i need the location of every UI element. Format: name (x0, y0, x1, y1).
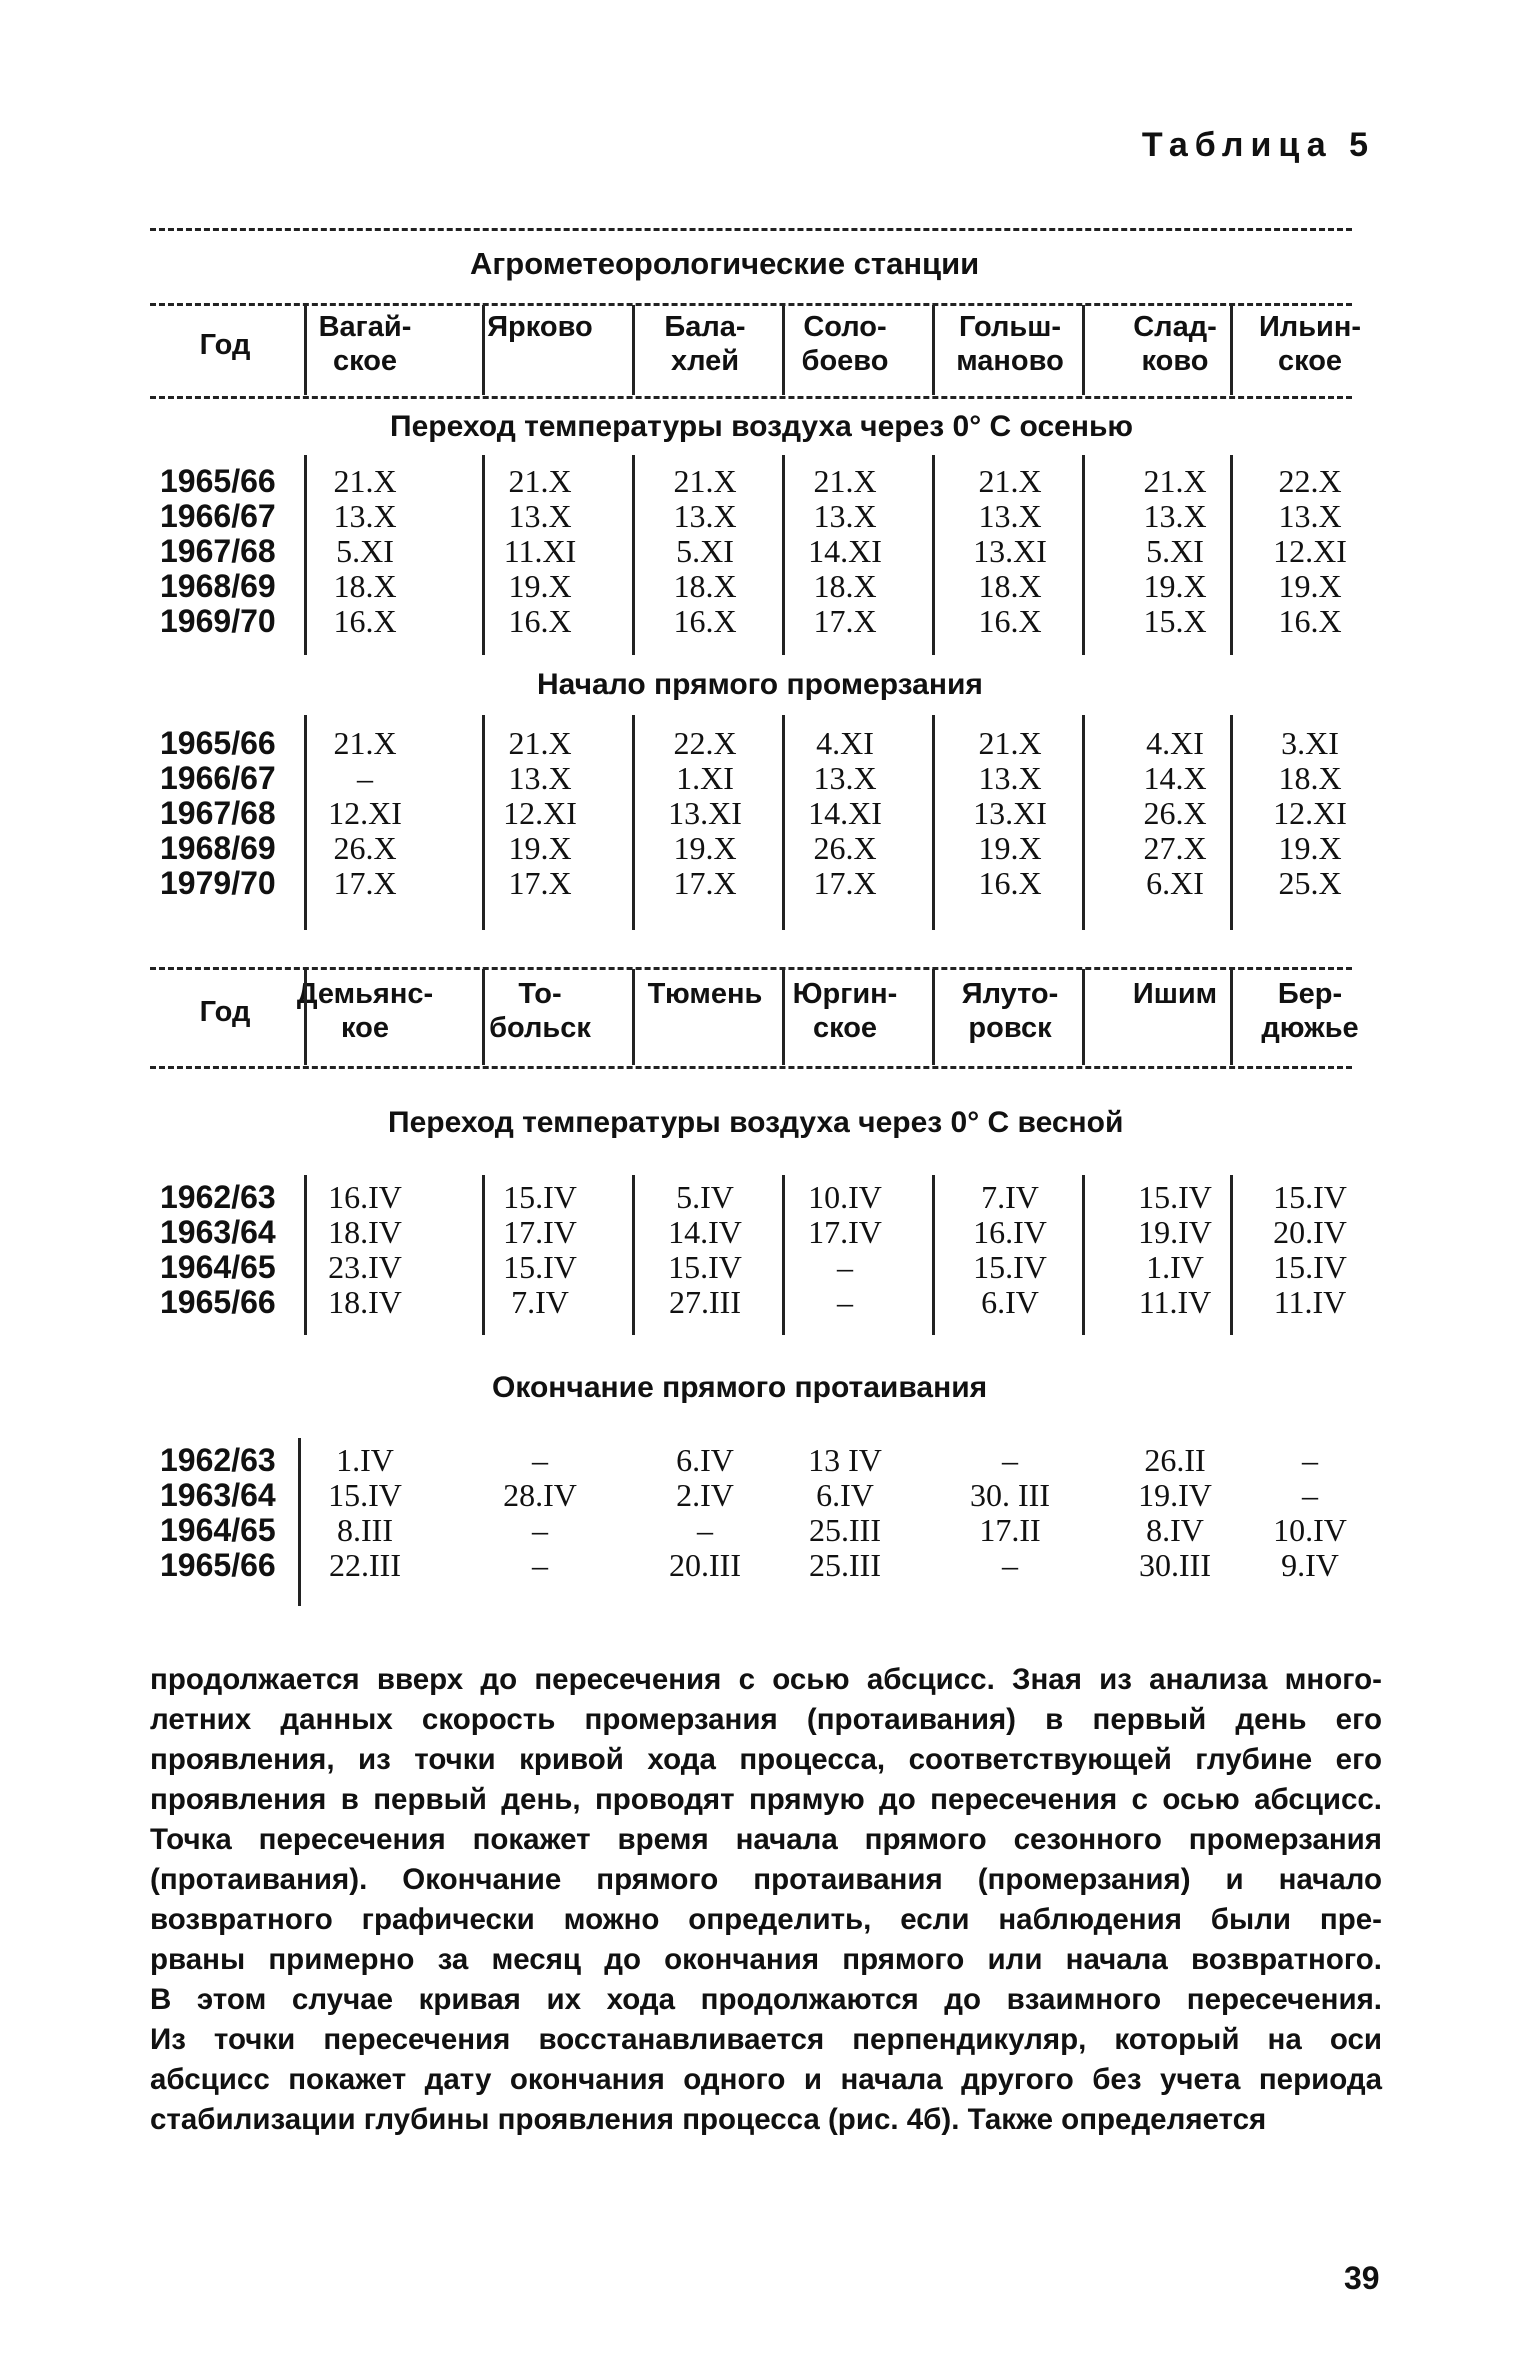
column-header-line: больск (489, 1012, 591, 1044)
table-cell: 21.X (333, 725, 397, 761)
column-divider (1082, 715, 1085, 930)
table-cell: – (1302, 1442, 1318, 1478)
year-cell: 1964/65 (160, 1512, 276, 1548)
table-cell: 15.IV (503, 1249, 577, 1285)
year-column (160, 1180, 300, 1320)
table-cell: – (357, 760, 373, 796)
table-cell: 21.X (673, 463, 737, 499)
table-cell: 9.IV (1281, 1547, 1339, 1583)
paragraph-line: продолжается вверх до пересечения с осью абсцисс. Зная из анализа много- (150, 1663, 1382, 1696)
paragraph-line: Из точки пересечения восстанавливается перпендикуляр, который на оси (150, 2023, 1382, 2056)
table-cell: 15.IV (328, 1477, 402, 1513)
column-header (1230, 310, 1390, 378)
table-cell: 14.X (1143, 760, 1207, 796)
table-cell: 18.X (813, 568, 877, 604)
table-cell: 15.IV (1273, 1249, 1347, 1285)
table-cell: 6.IV (676, 1442, 734, 1478)
table-cell: 21.X (1143, 463, 1207, 499)
table-cell: 1.IV (1146, 1249, 1204, 1285)
year-cell: 1963/64 (160, 1477, 276, 1513)
table-cell: 17.X (333, 865, 397, 901)
table-cell: 26.X (333, 830, 397, 866)
table-cell: 21.X (978, 463, 1042, 499)
column-header (625, 977, 785, 1011)
value-column (775, 464, 915, 639)
table-cell: 12.XI (1273, 795, 1347, 831)
page-number: 39 (1344, 2260, 1380, 2296)
table-cell: 26.II (1144, 1442, 1206, 1478)
value-column (1240, 464, 1380, 639)
table-cell: 19.X (1143, 568, 1207, 604)
table-cell: 16.X (978, 603, 1042, 639)
table-cell: 18.X (333, 568, 397, 604)
table-cell: 21.X (333, 463, 397, 499)
table-cell: 11.IV (1138, 1284, 1212, 1320)
column-divider (1082, 969, 1085, 1065)
table-cell: 27.X (1143, 830, 1207, 866)
table-cell: 17.IV (503, 1214, 577, 1250)
value-column (635, 1443, 775, 1583)
table-cell: 19.X (673, 830, 737, 866)
table-cell: 19.IV (1138, 1214, 1212, 1250)
year-cell: 1966/67 (160, 498, 276, 534)
table2-header-rule (150, 1066, 1352, 1069)
year-cell: 1965/66 (160, 725, 276, 761)
table-cell: 17.X (673, 865, 737, 901)
paragraph-line: Точка пересечения покажет время начала прямого сезонного промерзания (150, 1823, 1382, 1856)
column-divider (932, 1175, 935, 1335)
column-divider (782, 455, 785, 655)
table-cell: 21.X (978, 725, 1042, 761)
column-divider (482, 455, 485, 655)
table2-section-title: Окончание прямого протаивания (492, 1371, 988, 1404)
column-divider (304, 305, 307, 395)
stations-header-rule (150, 303, 1352, 306)
column-divider (482, 715, 485, 930)
paragraph-line: (протаивания). Окончание прямого протаивания (промерзания) и начало (150, 1863, 1382, 1896)
value-column (635, 1180, 775, 1320)
value-column (1105, 726, 1245, 901)
year-column (160, 726, 300, 901)
column-header (285, 977, 445, 1045)
table-cell: 26.X (813, 830, 877, 866)
column-header-line: Слад- (1133, 311, 1217, 343)
table-cell: 25.III (809, 1512, 881, 1548)
table-cell: 19.X (508, 830, 572, 866)
column-header-line: Гольш- (958, 311, 1062, 343)
column-divider (932, 715, 935, 930)
table-cell: 1.IV (336, 1442, 394, 1478)
value-column (1105, 1180, 1245, 1320)
column-header-line: Юргин- (792, 978, 898, 1010)
table-cell: 21.X (813, 463, 877, 499)
table-cell: 17.X (508, 865, 572, 901)
column-header-line: ское (332, 345, 398, 377)
table-cell: 14.IV (668, 1214, 742, 1250)
paragraph-line: абсцисс покажет дату окончания одного и начала другого без учета периода (150, 2063, 1382, 2096)
year-cell: 1965/66 (160, 1547, 276, 1583)
year-cell: 1962/63 (160, 1442, 276, 1478)
column-divider (782, 1175, 785, 1335)
table-cell: 15.IV (1273, 1179, 1347, 1215)
column-header-line: Соло- (803, 311, 887, 343)
table-cell: – (697, 1512, 713, 1548)
paragraph-line: возвратного графически можно определить, если наблюдения были пре- (150, 1903, 1382, 1936)
column-divider (932, 455, 935, 655)
value-column (1105, 1443, 1245, 1583)
year-cell: 1967/68 (160, 795, 276, 831)
column-divider (304, 1175, 307, 1335)
table2-top-rule (150, 967, 1352, 970)
paragraph-line: летних данных скорость промерзания (протаивания) в первый день его (150, 1703, 1382, 1736)
table-cell: 18.IV (328, 1284, 402, 1320)
table-cell: 15.IV (1138, 1179, 1212, 1215)
value-column (1240, 1443, 1380, 1583)
value-column (1240, 1180, 1380, 1320)
table1-section-title: Начало прямого промерзания (537, 668, 983, 701)
table-cell: 16.X (333, 603, 397, 639)
table-cell: 18.X (978, 568, 1042, 604)
table-cell: 5.XI (336, 533, 394, 569)
value-column (775, 1180, 915, 1320)
value-column (940, 1180, 1080, 1320)
paragraph-line: В этом случае кривая их хода продолжаются до взаимного пересечения. (150, 1983, 1382, 2016)
column-divider (932, 305, 935, 395)
table-cell: 6.XI (1146, 865, 1204, 901)
table-cell: 11.XI (503, 533, 577, 569)
column-header (150, 310, 300, 362)
column-header-line: кое (341, 1012, 389, 1044)
column-header-line: Ильин- (1258, 311, 1362, 343)
column-header-line: Вагай- (318, 311, 412, 343)
table-cell: 22.X (1278, 463, 1342, 499)
column-divider (782, 715, 785, 930)
column-header (1230, 977, 1390, 1045)
stations-header: Агрометеорологические станции (470, 246, 980, 281)
table-cell: 16.IV (973, 1214, 1047, 1250)
column-divider (632, 715, 635, 930)
table2-section-title: Переход температуры воздуха через 0° С весной (388, 1106, 1124, 1139)
column-header-line: Год (199, 996, 251, 1028)
table-cell: 5.XI (676, 533, 734, 569)
table-cell: 16.X (673, 603, 737, 639)
table-cell: 13.X (978, 760, 1042, 796)
column-header-line: То- (518, 978, 562, 1010)
year-column (160, 1443, 300, 1583)
value-column (940, 1443, 1080, 1583)
table-cell: 10.IV (1273, 1512, 1347, 1548)
column-divider (1230, 305, 1233, 395)
value-column (295, 464, 435, 639)
column-divider (1230, 455, 1233, 655)
table-cell: – (837, 1249, 853, 1285)
table-cell: 13.X (508, 498, 572, 534)
column-header-line: Год (199, 329, 251, 361)
table-cell: 6.IV (816, 1477, 874, 1513)
column-divider (482, 305, 485, 395)
table-cell: 21.X (508, 463, 572, 499)
value-column (470, 1180, 610, 1320)
column-header (930, 977, 1090, 1045)
value-column (775, 726, 915, 901)
table-cell: 3.XI (1281, 725, 1339, 761)
year-cell: 1967/68 (160, 533, 276, 569)
table-cell: 8.IV (1146, 1512, 1204, 1548)
value-column (295, 1443, 435, 1583)
table-cell: 30. III (970, 1477, 1050, 1513)
table-cell: 6.IV (981, 1284, 1039, 1320)
column-header-line: Ишим (1132, 978, 1218, 1010)
table-cell: 13.X (978, 498, 1042, 534)
table-cell: 30.III (1139, 1547, 1211, 1583)
year-column (160, 464, 300, 639)
table-cell: 12.XI (1273, 533, 1347, 569)
table-cell: – (532, 1512, 548, 1548)
table-cell: 10.IV (808, 1179, 882, 1215)
column-header (625, 310, 785, 378)
table-cell: 15.IV (668, 1249, 742, 1285)
year-cell: 1969/70 (160, 603, 276, 639)
table-cell: 18.X (673, 568, 737, 604)
year-cell: 1979/70 (160, 865, 276, 901)
table-cell: 2.IV (676, 1477, 734, 1513)
table-cell: 13.X (673, 498, 737, 534)
column-divider (632, 1175, 635, 1335)
table-cell: 20.III (669, 1547, 741, 1583)
column-divider (1082, 455, 1085, 655)
table-cell: 16.X (508, 603, 572, 639)
table-cell: 16.X (978, 865, 1042, 901)
table-cell: 14.XI (808, 795, 882, 831)
value-column (1240, 726, 1380, 901)
column-divider (1082, 305, 1085, 395)
column-divider (1230, 1175, 1233, 1335)
column-divider (632, 455, 635, 655)
table1-header-rule (150, 396, 1352, 399)
year-cell: 1963/64 (160, 1214, 276, 1250)
table-cell: 13 IV (808, 1442, 882, 1478)
column-header-line: ское (812, 1012, 878, 1044)
column-header-line: дюжье (1261, 1012, 1359, 1044)
year-cell: 1968/69 (160, 830, 276, 866)
table-cell: 5.XI (1146, 533, 1204, 569)
column-header (285, 310, 445, 378)
year-cell: 1965/66 (160, 1284, 276, 1320)
table-cell: 25.III (809, 1547, 881, 1583)
column-divider (1082, 1175, 1085, 1335)
table-top-rule (150, 228, 1352, 231)
table-cell: 13.X (333, 498, 397, 534)
column-header-line: хлей (670, 345, 740, 377)
year-cell: 1962/63 (160, 1179, 276, 1215)
value-column (470, 464, 610, 639)
paragraph-line: стабилизации глубины проявления процесса (рис. 4б). Также определяется (150, 2103, 1267, 2136)
table-cell: 12.XI (328, 795, 402, 831)
table-cell: 27.III (669, 1284, 741, 1320)
table-cell: 17.X (813, 865, 877, 901)
table-cell: 13.XI (973, 533, 1047, 569)
table-cell: 17.IV (808, 1214, 882, 1250)
value-column (1105, 464, 1245, 639)
column-divider (782, 969, 785, 1065)
value-column (470, 726, 610, 901)
table-cell: 13.X (508, 760, 572, 796)
table-cell: 15.IV (973, 1249, 1047, 1285)
column-header-line: Демьянс- (296, 978, 434, 1010)
table-cell: 20.IV (1273, 1214, 1347, 1250)
column-header (150, 977, 300, 1029)
table-cell: 13.XI (668, 795, 742, 831)
body-paragraph (150, 1660, 1382, 2140)
value-column (940, 464, 1080, 639)
table-cell: 13.X (1278, 498, 1342, 534)
table-cell: 13.X (1143, 498, 1207, 534)
column-divider (632, 969, 635, 1065)
table-cell: 16.X (1278, 603, 1342, 639)
year-cell: 1966/67 (160, 760, 276, 796)
table-cell: 11.IV (1273, 1284, 1347, 1320)
column-divider (304, 455, 307, 655)
table-cell: – (1302, 1477, 1318, 1513)
column-divider (304, 715, 307, 930)
year-cell: 1965/66 (160, 463, 276, 499)
column-divider (304, 969, 307, 1065)
table-cell: 5.IV (676, 1179, 734, 1215)
paragraph-line: проявления в первый день, проводят прямую до пересечения с осью абсцисс. (150, 1783, 1382, 1816)
value-column (940, 726, 1080, 901)
table-cell: 23.IV (328, 1249, 402, 1285)
column-header-line: ское (1277, 345, 1343, 377)
table-cell: – (532, 1547, 548, 1583)
column-header-line: Тюмень (647, 978, 763, 1010)
table1-section-title: Переход температуры воздуха через 0° С осенью (390, 410, 1134, 443)
table-cell: 19.IV (1138, 1477, 1212, 1513)
table-cell: 14.XI (808, 533, 882, 569)
paragraph-line: проявления, из точки кривой хода процесса, соответствующей глубине его (150, 1743, 1382, 1776)
table-cell: 26.X (1143, 795, 1207, 831)
year-cell: 1968/69 (160, 568, 276, 604)
table-cell: 19.X (978, 830, 1042, 866)
table-cell: 19.X (1278, 568, 1342, 604)
table-cell: 19.X (508, 568, 572, 604)
table-cell: 17.X (813, 603, 877, 639)
column-divider (298, 1438, 301, 1606)
value-column (635, 464, 775, 639)
column-header-line: Бер- (1277, 978, 1343, 1010)
table-cell: 25.X (1278, 865, 1342, 901)
table-cell: 22.X (673, 725, 737, 761)
table-cell: 13.X (813, 498, 877, 534)
paragraph-line: рваны примерно за месяц до окончания прямого или начала возвратного. (150, 1943, 1382, 1976)
table-cell: 21.X (508, 725, 572, 761)
table-cell: 7.IV (511, 1284, 569, 1320)
column-divider (482, 969, 485, 1065)
table-cell: 15.X (1143, 603, 1207, 639)
column-divider (482, 1175, 485, 1335)
table-label: Таблица 5 (1141, 126, 1375, 164)
table-cell: 22.III (329, 1547, 401, 1583)
column-divider (1230, 715, 1233, 930)
table-cell: 18.IV (328, 1214, 402, 1250)
value-column (470, 1443, 610, 1583)
column-header (930, 310, 1090, 378)
table-cell: 7.IV (981, 1179, 1039, 1215)
table-cell: 19.X (1278, 830, 1342, 866)
table-cell: 12.XI (503, 795, 577, 831)
year-cell: 1964/65 (160, 1249, 276, 1285)
value-column (295, 726, 435, 901)
value-column (635, 726, 775, 901)
table-cell: 13.XI (973, 795, 1047, 831)
value-column (775, 1443, 915, 1583)
table-cell: 15.IV (503, 1179, 577, 1215)
table-cell: 17.II (979, 1512, 1041, 1548)
table-cell: 18.X (1278, 760, 1342, 796)
table-cell: 13.X (813, 760, 877, 796)
table-cell: 4.XI (1146, 725, 1204, 761)
table-cell: 28.IV (503, 1477, 577, 1513)
table-cell: – (1002, 1547, 1018, 1583)
table-cell: 16.IV (328, 1179, 402, 1215)
column-divider (632, 305, 635, 395)
column-divider (932, 969, 935, 1065)
column-header-line: Ярково (487, 311, 593, 343)
column-header-line: Ялуто- (961, 978, 1059, 1010)
column-header (765, 310, 925, 378)
column-header-line: боево (801, 345, 889, 377)
table-cell: 8.III (337, 1512, 393, 1548)
column-header (765, 977, 925, 1045)
column-header-line: ровск (968, 1012, 1052, 1044)
table-cell: – (1002, 1442, 1018, 1478)
column-header-line: маново (956, 345, 1064, 377)
table-cell: 1.XI (676, 760, 734, 796)
column-header-line: ково (1141, 345, 1209, 377)
table-cell: 4.XI (816, 725, 874, 761)
value-column (295, 1180, 435, 1320)
column-divider (782, 305, 785, 395)
table-cell: – (837, 1284, 853, 1320)
table-cell: – (532, 1442, 548, 1478)
column-header-line: Бала- (664, 311, 746, 343)
column-divider (1230, 969, 1233, 1065)
